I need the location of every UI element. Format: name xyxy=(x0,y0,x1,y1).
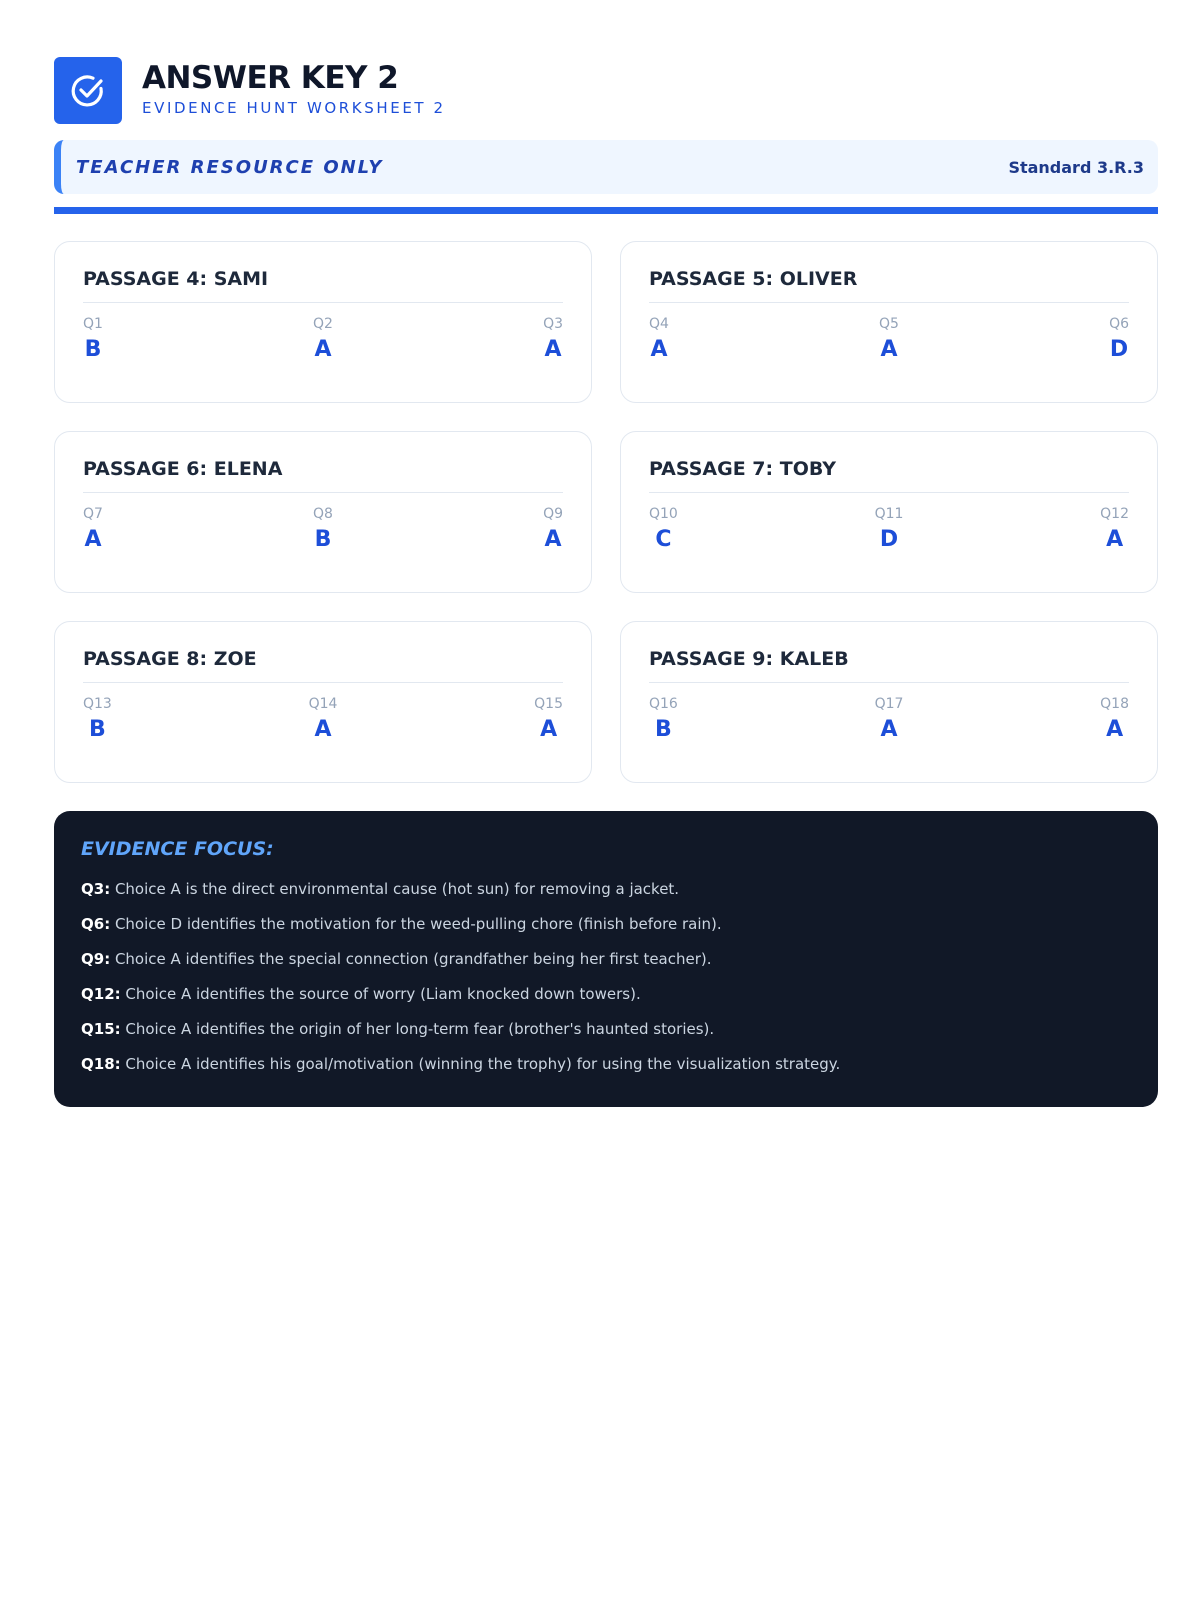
passage-cards xyxy=(54,241,1158,783)
answer-value: A xyxy=(540,717,558,742)
answer-value: A xyxy=(84,527,102,552)
page-subtitle: EVIDENCE HUNT WORKSHEET 2 xyxy=(142,99,446,117)
answer-value: A xyxy=(880,717,898,742)
evidence-text: Choice A identifies the source of worry (Liam knocked down towers). xyxy=(120,985,641,1003)
answer-value: D xyxy=(879,527,899,552)
question-label: Q15 xyxy=(534,696,563,712)
question-label: Q2 xyxy=(313,316,333,332)
evidence-text: Choice A identifies the special connection (grandfather being her first teacher). xyxy=(110,950,712,968)
answer-item xyxy=(83,696,112,742)
question-label: Q18 xyxy=(1100,696,1129,712)
answer-value: A xyxy=(880,337,898,362)
answer-item xyxy=(879,316,899,362)
answer-value: A xyxy=(544,337,562,362)
answer-value: A xyxy=(650,337,668,362)
answer-item xyxy=(313,506,333,552)
passage-title: PASSAGE 7: TOBY xyxy=(649,458,1129,493)
evidence-question: Q6: xyxy=(81,915,111,933)
standard-label: Standard 3.R.3 xyxy=(1008,157,1144,177)
passage-title: PASSAGE 4: SAMI xyxy=(83,268,563,303)
answer-item xyxy=(83,316,103,362)
answer-value: A xyxy=(314,717,332,742)
question-label: Q9 xyxy=(543,506,563,522)
evidence-text: Choice A is the direct environmental cause (hot sun) for removing a jacket. xyxy=(110,880,680,898)
evidence-line xyxy=(81,977,1131,1012)
evidence-question: Q12: xyxy=(81,985,121,1003)
answer-item xyxy=(313,316,333,362)
question-label: Q12 xyxy=(1100,506,1129,522)
evidence-text: Choice A identifies his goal/motivation (winning the trophy) for using the visualization strategy. xyxy=(120,1055,841,1073)
passage-title: PASSAGE 9: KALEB xyxy=(649,648,1129,683)
passage-card xyxy=(54,241,592,403)
answer-item xyxy=(543,506,563,552)
evidence-line xyxy=(81,907,1131,942)
answer-value: C xyxy=(655,527,672,552)
answer-value: B xyxy=(655,717,672,742)
evidence-line xyxy=(81,942,1131,977)
question-label: Q4 xyxy=(649,316,669,332)
evidence-line xyxy=(81,1012,1131,1047)
answer-item xyxy=(1100,506,1129,552)
evidence-focus-title: EVIDENCE FOCUS: xyxy=(81,838,274,860)
passage-title: PASSAGE 6: ELENA xyxy=(83,458,563,493)
banner-label: TEACHER RESOURCE ONLY xyxy=(76,156,384,178)
evidence-text: Choice A identifies the origin of her long-term fear (brother's haunted stories). xyxy=(120,1020,715,1038)
answer-value: B xyxy=(84,337,102,362)
answer-item xyxy=(649,316,669,362)
question-label: Q6 xyxy=(1109,316,1129,332)
evidence-question: Q15: xyxy=(81,1020,121,1038)
question-label: Q8 xyxy=(313,506,333,522)
answer-value: A xyxy=(1106,527,1124,552)
evidence-line xyxy=(81,872,1131,907)
answer-item xyxy=(1109,316,1129,362)
question-label: Q3 xyxy=(543,316,563,332)
answer-item xyxy=(649,696,678,742)
passage-card xyxy=(620,621,1158,783)
answer-item xyxy=(543,316,563,362)
divider xyxy=(54,207,1158,214)
evidence-question: Q9: xyxy=(81,950,111,968)
answer-value: A xyxy=(314,337,332,362)
question-label: Q11 xyxy=(874,506,904,522)
page-title: ANSWER KEY 2 xyxy=(142,60,399,96)
passage-card xyxy=(620,431,1158,593)
answer-value: B xyxy=(89,717,106,742)
header xyxy=(54,57,446,124)
passage-card xyxy=(54,431,592,593)
question-label: Q13 xyxy=(83,696,112,712)
question-label: Q7 xyxy=(83,506,103,522)
answer-value: B xyxy=(314,527,332,552)
answer-item xyxy=(875,696,904,742)
question-label: Q17 xyxy=(874,696,904,712)
passage-card xyxy=(54,621,592,783)
answer-item xyxy=(83,506,103,552)
evidence-question: Q3: xyxy=(81,880,111,898)
passage-title: PASSAGE 8: ZOE xyxy=(83,648,563,683)
passage-card xyxy=(620,241,1158,403)
question-label: Q1 xyxy=(83,316,103,332)
question-label: Q5 xyxy=(879,316,899,332)
evidence-focus-panel xyxy=(54,811,1158,1107)
question-label: Q14 xyxy=(308,696,338,712)
answer-item xyxy=(875,506,904,552)
teacher-banner xyxy=(54,140,1158,194)
answer-value: A xyxy=(1106,717,1124,742)
evidence-question: Q18: xyxy=(81,1055,121,1073)
answer-item xyxy=(1100,696,1129,742)
answer-value: A xyxy=(544,527,562,552)
answer-item xyxy=(649,506,678,552)
question-label: Q16 xyxy=(649,696,678,712)
passage-title: PASSAGE 5: OLIVER xyxy=(649,268,1129,303)
answer-item xyxy=(309,696,338,742)
evidence-line xyxy=(81,1047,1131,1082)
checkmark-circle-icon xyxy=(54,57,122,124)
evidence-text: Choice D identifies the motivation for the weed-pulling chore (finish before rain). xyxy=(110,915,722,933)
question-label: Q10 xyxy=(649,506,678,522)
answer-value: D xyxy=(1109,337,1129,362)
answer-item xyxy=(534,696,563,742)
